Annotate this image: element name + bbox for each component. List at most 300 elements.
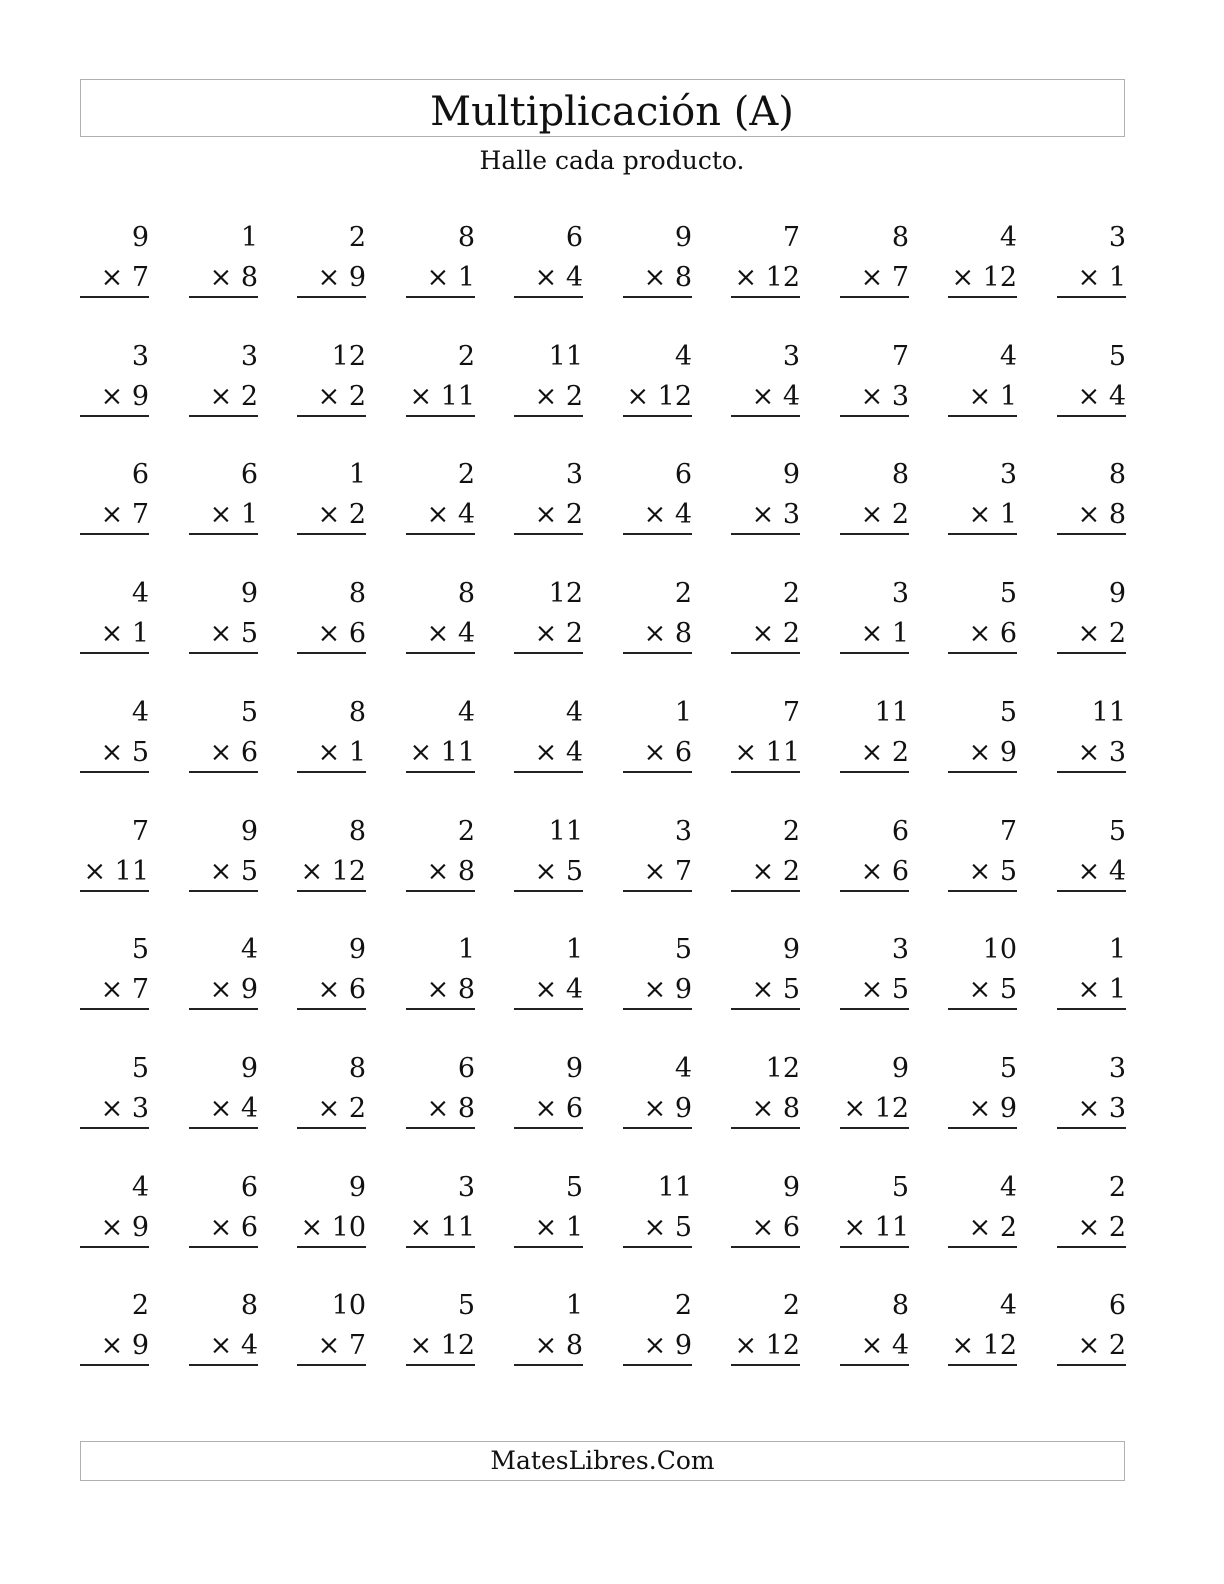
multiplicand: 8 xyxy=(348,1053,366,1084)
answer-line xyxy=(948,890,1017,892)
multiplication-problem xyxy=(297,574,366,654)
multiplier: × 2 xyxy=(751,856,800,887)
multiplication-problem xyxy=(189,574,258,654)
multiplicand: 2 xyxy=(782,1290,800,1321)
multiplier: × 2 xyxy=(860,499,909,530)
multiplication-problem xyxy=(731,693,800,773)
problem-row xyxy=(80,693,1126,783)
multiplier: × 4 xyxy=(426,499,475,530)
multiplicand: 8 xyxy=(348,697,366,728)
multiplicand: 7 xyxy=(782,697,800,728)
multiplication-problem xyxy=(623,455,692,535)
multiplicand: 5 xyxy=(674,934,692,965)
answer-line xyxy=(623,533,692,535)
multiplicand: 7 xyxy=(999,816,1017,847)
multiplier: × 7 xyxy=(860,262,909,293)
multiplicand: 4 xyxy=(565,697,583,728)
multiplicand: 8 xyxy=(1108,459,1126,490)
multiplication-problem xyxy=(948,337,1017,417)
multiplicand: 5 xyxy=(240,697,258,728)
multiplicand: 5 xyxy=(565,1172,583,1203)
multiplier: × 9 xyxy=(100,381,149,412)
problem-row xyxy=(80,930,1126,1020)
multiplication-problem xyxy=(731,218,800,298)
multiplier: × 8 xyxy=(209,262,258,293)
multiplier: × 4 xyxy=(860,1330,909,1361)
multiplicand: 9 xyxy=(348,934,366,965)
answer-line xyxy=(948,296,1017,298)
answer-line xyxy=(297,890,366,892)
multiplier: × 5 xyxy=(860,974,909,1005)
multiplicand: 2 xyxy=(674,1290,692,1321)
multiplicand: 4 xyxy=(131,1172,149,1203)
answer-line xyxy=(731,415,800,417)
multiplicand: 3 xyxy=(131,341,149,372)
multiplier: × 5 xyxy=(968,856,1017,887)
multiplication-problem xyxy=(948,218,1017,298)
multiplication-problem xyxy=(406,1168,475,1248)
multiplicand: 6 xyxy=(457,1053,475,1084)
multiplication-problem xyxy=(297,1168,366,1248)
multiplier: × 9 xyxy=(100,1212,149,1243)
multiplicand: 3 xyxy=(891,934,909,965)
answer-line xyxy=(731,1008,800,1010)
multiplicand: 8 xyxy=(891,459,909,490)
multiplier: × 1 xyxy=(1077,974,1126,1005)
answer-line xyxy=(189,296,258,298)
problem-row xyxy=(80,1168,1126,1258)
answer-line xyxy=(406,652,475,654)
answer-line xyxy=(840,1364,909,1366)
multiplicand: 8 xyxy=(457,222,475,253)
answer-line xyxy=(1057,296,1126,298)
answer-line xyxy=(406,1127,475,1129)
multiplicand: 11 xyxy=(548,341,583,372)
multiplication-problem xyxy=(731,455,800,535)
multiplier: × 8 xyxy=(1077,499,1126,530)
multiplier: × 8 xyxy=(426,1093,475,1124)
multiplier: × 6 xyxy=(968,618,1017,649)
multiplication-problem xyxy=(731,1168,800,1248)
multiplier: × 12 xyxy=(951,1330,1017,1361)
multiplication-problem xyxy=(189,693,258,773)
answer-line xyxy=(80,652,149,654)
multiplicand: 11 xyxy=(874,697,909,728)
multiplier: × 12 xyxy=(626,381,692,412)
multiplicand: 4 xyxy=(999,1290,1017,1321)
problem-row xyxy=(80,1049,1126,1139)
multiplier: × 2 xyxy=(1077,618,1126,649)
answer-line xyxy=(514,533,583,535)
answer-line xyxy=(297,652,366,654)
answer-line xyxy=(731,1364,800,1366)
multiplicand: 9 xyxy=(891,1053,909,1084)
multiplication-problem xyxy=(189,930,258,1010)
multiplier: × 11 xyxy=(409,737,475,768)
multiplication-problem xyxy=(80,812,149,892)
multiplier: × 12 xyxy=(734,1330,800,1361)
multiplication-problem xyxy=(1057,574,1126,654)
multiplicand: 3 xyxy=(240,341,258,372)
multiplicand: 4 xyxy=(457,697,475,728)
answer-line xyxy=(731,533,800,535)
multiplicand: 1 xyxy=(457,934,475,965)
multiplicand: 9 xyxy=(240,816,258,847)
answer-line xyxy=(731,652,800,654)
multiplicand: 3 xyxy=(674,816,692,847)
multiplication-problem xyxy=(514,574,583,654)
multiplier: × 6 xyxy=(317,618,366,649)
multiplication-problem xyxy=(948,455,1017,535)
multiplication-problem xyxy=(731,1049,800,1129)
answer-line xyxy=(406,296,475,298)
multiplier: × 4 xyxy=(534,737,583,768)
multiplier: × 4 xyxy=(209,1330,258,1361)
multiplicand: 6 xyxy=(565,222,583,253)
answer-line xyxy=(623,652,692,654)
multiplicand: 6 xyxy=(891,816,909,847)
multiplicand: 3 xyxy=(891,578,909,609)
multiplication-problem xyxy=(406,574,475,654)
multiplication-problem xyxy=(80,1168,149,1248)
multiplicand: 2 xyxy=(782,816,800,847)
multiplication-problem xyxy=(189,1286,258,1366)
multiplicand: 11 xyxy=(548,816,583,847)
answer-line xyxy=(80,890,149,892)
answer-line xyxy=(623,1246,692,1248)
answer-line xyxy=(623,415,692,417)
multiplicand: 9 xyxy=(131,222,149,253)
instructions: Halle cada producto. xyxy=(479,146,745,175)
multiplicand: 7 xyxy=(891,341,909,372)
multiplication-problem xyxy=(948,693,1017,773)
multiplication-problem xyxy=(731,574,800,654)
answer-line xyxy=(948,1364,1017,1366)
answer-line xyxy=(623,771,692,773)
multiplier: × 8 xyxy=(426,856,475,887)
answer-line xyxy=(297,1008,366,1010)
multiplier: × 1 xyxy=(534,1212,583,1243)
answer-line xyxy=(189,1246,258,1248)
multiplicand: 6 xyxy=(1108,1290,1126,1321)
answer-line xyxy=(297,415,366,417)
multiplicand: 11 xyxy=(1091,697,1126,728)
answer-line xyxy=(623,890,692,892)
multiplier: × 3 xyxy=(1077,1093,1126,1124)
multiplier: × 5 xyxy=(100,737,149,768)
answer-line xyxy=(514,415,583,417)
multiplier: × 2 xyxy=(534,618,583,649)
multiplier: × 5 xyxy=(209,856,258,887)
multiplier: × 2 xyxy=(209,381,258,412)
multiplication-problem xyxy=(297,1049,366,1129)
multiplier: × 12 xyxy=(409,1330,475,1361)
answer-line xyxy=(406,1364,475,1366)
answer-line xyxy=(840,1246,909,1248)
answer-line xyxy=(80,771,149,773)
multiplicand: 4 xyxy=(131,578,149,609)
multiplication-problem xyxy=(1057,812,1126,892)
answer-line xyxy=(948,533,1017,535)
multiplier: × 3 xyxy=(1077,737,1126,768)
multiplication-problem xyxy=(189,455,258,535)
multiplicand: 3 xyxy=(782,341,800,372)
answer-line xyxy=(189,1127,258,1129)
multiplicand: 4 xyxy=(674,1053,692,1084)
multiplication-problem xyxy=(623,574,692,654)
multiplication-problem xyxy=(80,455,149,535)
multiplicand: 10 xyxy=(982,934,1017,965)
multiplicand: 12 xyxy=(548,578,583,609)
multiplication-problem xyxy=(1057,1049,1126,1129)
multiplication-problem xyxy=(406,930,475,1010)
answer-line xyxy=(731,771,800,773)
multiplicand: 12 xyxy=(331,341,366,372)
answer-line xyxy=(80,1364,149,1366)
multiplication-problem xyxy=(406,693,475,773)
multiplier: × 1 xyxy=(860,618,909,649)
multiplicand: 4 xyxy=(999,1172,1017,1203)
answer-line xyxy=(406,1008,475,1010)
multiplication-problem xyxy=(514,812,583,892)
multiplicand: 5 xyxy=(999,578,1017,609)
multiplier: × 1 xyxy=(968,499,1017,530)
answer-line xyxy=(1057,652,1126,654)
multiplicand: 8 xyxy=(891,222,909,253)
answer-line xyxy=(406,415,475,417)
answer-line xyxy=(1057,415,1126,417)
multiplier: × 9 xyxy=(968,1093,1017,1124)
multiplier: × 8 xyxy=(534,1330,583,1361)
multiplier: × 2 xyxy=(317,499,366,530)
multiplication-problem xyxy=(1057,455,1126,535)
multiplicand: 9 xyxy=(348,1172,366,1203)
multiplication-problem xyxy=(948,1049,1017,1129)
multiplication-problem xyxy=(80,218,149,298)
multiplication-problem xyxy=(1057,930,1126,1010)
answer-line xyxy=(297,1127,366,1129)
footer-site: MatesLibres.Com xyxy=(80,1441,1125,1481)
problem-row xyxy=(80,455,1126,545)
multiplicand: 8 xyxy=(348,816,366,847)
answer-line xyxy=(80,533,149,535)
multiplier: × 11 xyxy=(409,1212,475,1243)
answer-line xyxy=(840,533,909,535)
multiplier: × 2 xyxy=(860,737,909,768)
multiplier: × 8 xyxy=(643,262,692,293)
multiplication-problem xyxy=(840,693,909,773)
multiplication-problem xyxy=(189,218,258,298)
answer-line xyxy=(297,533,366,535)
multiplication-problem xyxy=(623,218,692,298)
answer-line xyxy=(1057,1246,1126,1248)
multiplier: × 10 xyxy=(300,1212,366,1243)
answer-line xyxy=(406,533,475,535)
multiplier: × 2 xyxy=(1077,1330,1126,1361)
multiplicand: 12 xyxy=(765,1053,800,1084)
multiplicand: 3 xyxy=(457,1172,475,1203)
multiplier: × 5 xyxy=(534,856,583,887)
multiplication-problem xyxy=(1057,1168,1126,1248)
answer-line xyxy=(731,1127,800,1129)
multiplicand: 7 xyxy=(782,222,800,253)
multiplier: × 9 xyxy=(317,262,366,293)
multiplier: × 1 xyxy=(100,618,149,649)
multiplier: × 4 xyxy=(209,1093,258,1124)
answer-line xyxy=(297,1246,366,1248)
multiplicand: 2 xyxy=(674,578,692,609)
multiplication-problem xyxy=(406,337,475,417)
answer-line xyxy=(948,415,1017,417)
answer-line xyxy=(189,652,258,654)
answer-line xyxy=(1057,1127,1126,1129)
multiplicand: 3 xyxy=(1108,222,1126,253)
multiplier: × 1 xyxy=(968,381,1017,412)
multiplication-problem xyxy=(731,1286,800,1366)
multiplication-problem xyxy=(840,1168,909,1248)
multiplier: × 2 xyxy=(317,381,366,412)
multiplier: × 9 xyxy=(643,974,692,1005)
multiplication-problem xyxy=(840,574,909,654)
multiplier: × 1 xyxy=(317,737,366,768)
multiplier: × 11 xyxy=(409,381,475,412)
problem-row xyxy=(80,812,1126,902)
multiplicand: 9 xyxy=(240,578,258,609)
answer-line xyxy=(514,1008,583,1010)
answer-line xyxy=(948,771,1017,773)
answer-line xyxy=(406,890,475,892)
multiplication-problem xyxy=(948,930,1017,1010)
multiplicand: 5 xyxy=(131,1053,149,1084)
multiplication-problem xyxy=(80,337,149,417)
multiplicand: 3 xyxy=(999,459,1017,490)
multiplicand: 4 xyxy=(131,697,149,728)
page-title: Multiplicación (A) xyxy=(430,89,794,135)
multiplicand: 2 xyxy=(457,816,475,847)
multiplier: × 9 xyxy=(643,1330,692,1361)
answer-line xyxy=(189,415,258,417)
multiplicand: 10 xyxy=(331,1290,366,1321)
answer-line xyxy=(1057,890,1126,892)
answer-line xyxy=(80,415,149,417)
problem-row xyxy=(80,337,1126,427)
multiplication-problem xyxy=(731,930,800,1010)
answer-line xyxy=(1057,771,1126,773)
multiplier: × 7 xyxy=(100,974,149,1005)
answer-line xyxy=(623,1127,692,1129)
multiplier: × 9 xyxy=(643,1093,692,1124)
multiplication-problem xyxy=(623,812,692,892)
multiplier: × 6 xyxy=(860,856,909,887)
answer-line xyxy=(514,1127,583,1129)
answer-line xyxy=(406,1246,475,1248)
multiplication-problem xyxy=(80,930,149,1010)
multiplication-problem xyxy=(189,337,258,417)
answer-line xyxy=(189,890,258,892)
multiplier: × 4 xyxy=(1077,856,1126,887)
multiplier: × 5 xyxy=(968,974,1017,1005)
multiplicand: 1 xyxy=(565,1290,583,1321)
multiplier: × 1 xyxy=(209,499,258,530)
multiplication-problem xyxy=(1057,218,1126,298)
multiplication-problem xyxy=(623,693,692,773)
multiplication-problem xyxy=(80,1049,149,1129)
answer-line xyxy=(948,1246,1017,1248)
answer-line xyxy=(1057,533,1126,535)
multiplier: × 8 xyxy=(426,974,475,1005)
answer-line xyxy=(731,890,800,892)
multiplication-problem xyxy=(189,1168,258,1248)
multiplication-problem xyxy=(80,1286,149,1366)
multiplicand: 2 xyxy=(457,459,475,490)
multiplication-problem xyxy=(840,337,909,417)
multiplicand: 6 xyxy=(240,459,258,490)
multiplicand: 9 xyxy=(782,934,800,965)
multiplication-problem xyxy=(514,1286,583,1366)
multiplication-problem xyxy=(297,1286,366,1366)
multiplier: × 4 xyxy=(1077,381,1126,412)
multiplication-problem xyxy=(840,930,909,1010)
multiplier: × 11 xyxy=(83,856,149,887)
multiplication-problem xyxy=(514,930,583,1010)
multiplicand: 11 xyxy=(657,1172,692,1203)
answer-line xyxy=(948,652,1017,654)
answer-line xyxy=(189,533,258,535)
multiplier: × 9 xyxy=(100,1330,149,1361)
multiplier: × 7 xyxy=(643,856,692,887)
multiplicand: 9 xyxy=(674,222,692,253)
multiplicand: 1 xyxy=(348,459,366,490)
multiplicand: 6 xyxy=(674,459,692,490)
multiplication-problem xyxy=(731,812,800,892)
multiplicand: 2 xyxy=(1108,1172,1126,1203)
answer-line xyxy=(623,1008,692,1010)
multiplicand: 4 xyxy=(999,341,1017,372)
multiplication-problem xyxy=(297,693,366,773)
multiplicand: 2 xyxy=(457,341,475,372)
multiplication-problem xyxy=(189,1049,258,1129)
multiplicand: 5 xyxy=(457,1290,475,1321)
multiplication-problem xyxy=(297,812,366,892)
answer-line xyxy=(1057,1008,1126,1010)
multiplier: × 4 xyxy=(751,381,800,412)
multiplication-problem xyxy=(189,812,258,892)
answer-line xyxy=(840,890,909,892)
answer-line xyxy=(80,1246,149,1248)
multiplicand: 9 xyxy=(240,1053,258,1084)
answer-line xyxy=(731,1246,800,1248)
answer-line xyxy=(406,771,475,773)
multiplier: × 12 xyxy=(300,856,366,887)
multiplication-problem xyxy=(1057,693,1126,773)
multiplicand: 3 xyxy=(1108,1053,1126,1084)
multiplier: × 2 xyxy=(1077,1212,1126,1243)
answer-line xyxy=(514,771,583,773)
multiplier: × 5 xyxy=(209,618,258,649)
multiplier: × 11 xyxy=(734,737,800,768)
answer-line xyxy=(514,652,583,654)
answer-line xyxy=(840,1127,909,1129)
answer-line xyxy=(840,1008,909,1010)
multiplier: × 4 xyxy=(426,618,475,649)
multiplier: × 11 xyxy=(843,1212,909,1243)
multiplier: × 1 xyxy=(1077,262,1126,293)
multiplier: × 6 xyxy=(317,974,366,1005)
problem-row xyxy=(80,574,1126,664)
multiplicand: 9 xyxy=(565,1053,583,1084)
multiplication-problem xyxy=(1057,337,1126,417)
multiplicand: 3 xyxy=(565,459,583,490)
